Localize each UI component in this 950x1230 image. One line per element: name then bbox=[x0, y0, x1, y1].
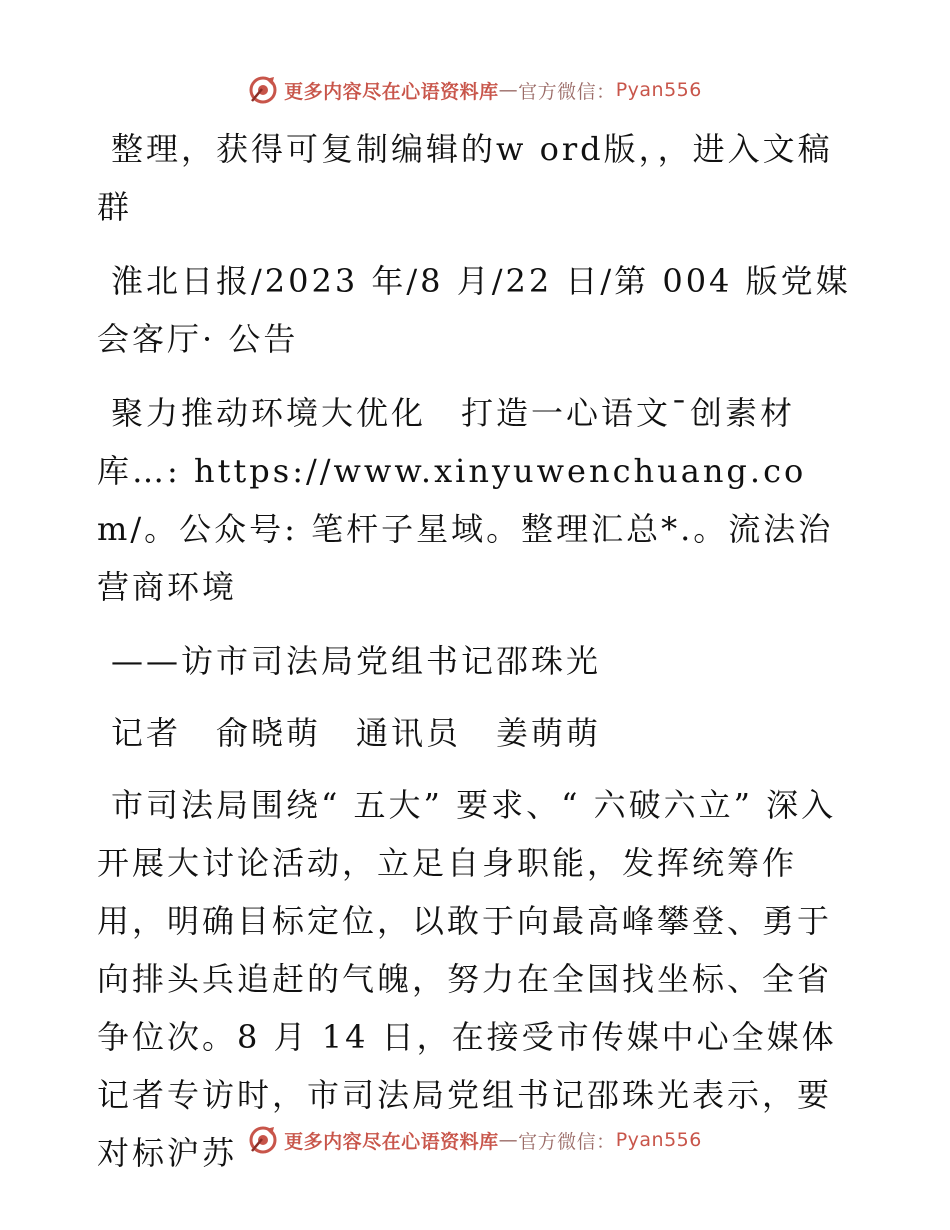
brand-logo-icon bbox=[248, 1125, 278, 1155]
article-title: 聚力推动环境大优化 打造一心语文¯创素材库…: https://www.xinyuwenchuang.com/。公众号: 笔杆子星域。整理汇总*.。流法治营商环境 bbox=[97, 394, 834, 606]
watermark-brand-text: 更多内容尽在心语资料库 bbox=[284, 1130, 499, 1153]
article-lead-paragraph: 市司法局围绕“ 五大” 要求、“ 六破六立” 深入开展大讨论活动，立足自身职能，发挥统筹作用，明确目标定位，以敢于向最高峰攀登、勇于向排头兵追赶的气魄，努力在全国找坐标、全省争位次。8 月 14 日，在接受市传媒中心全媒体记者专访时，市司法局党组书记邵珠光表示，要对标沪苏 bbox=[97, 786, 837, 1172]
brand-logo-icon bbox=[248, 75, 278, 105]
watermark-wechat-id: Pyan556 bbox=[615, 79, 702, 101]
paragraph-intro: 整理，获得可复制编辑的w ord版，，进入文稿群 bbox=[97, 130, 833, 226]
watermark-separator: — bbox=[498, 79, 519, 101]
article-byline: 记者 俞晓萌 通讯员 姜萌萌 bbox=[111, 714, 602, 752]
watermark-wechat-id: Pyan556 bbox=[615, 1129, 702, 1151]
document-body bbox=[97, 120, 857, 1198]
footer-watermark bbox=[0, 1120, 950, 1160]
watermark-brand-text: 更多内容尽在心语资料库 bbox=[284, 80, 499, 103]
article-subtitle: ——访市司法局党组书记邵珠光 bbox=[111, 642, 602, 680]
paragraph-source: 淮北日报/2023 年/8 月/22 日/第 004 版党媒会客厅· 公告 bbox=[97, 262, 851, 358]
watermark-official-label: 官方微信： bbox=[518, 1130, 616, 1153]
watermark-official-label: 官方微信： bbox=[518, 80, 616, 103]
watermark-separator: — bbox=[498, 1129, 519, 1151]
header-watermark bbox=[0, 70, 950, 110]
